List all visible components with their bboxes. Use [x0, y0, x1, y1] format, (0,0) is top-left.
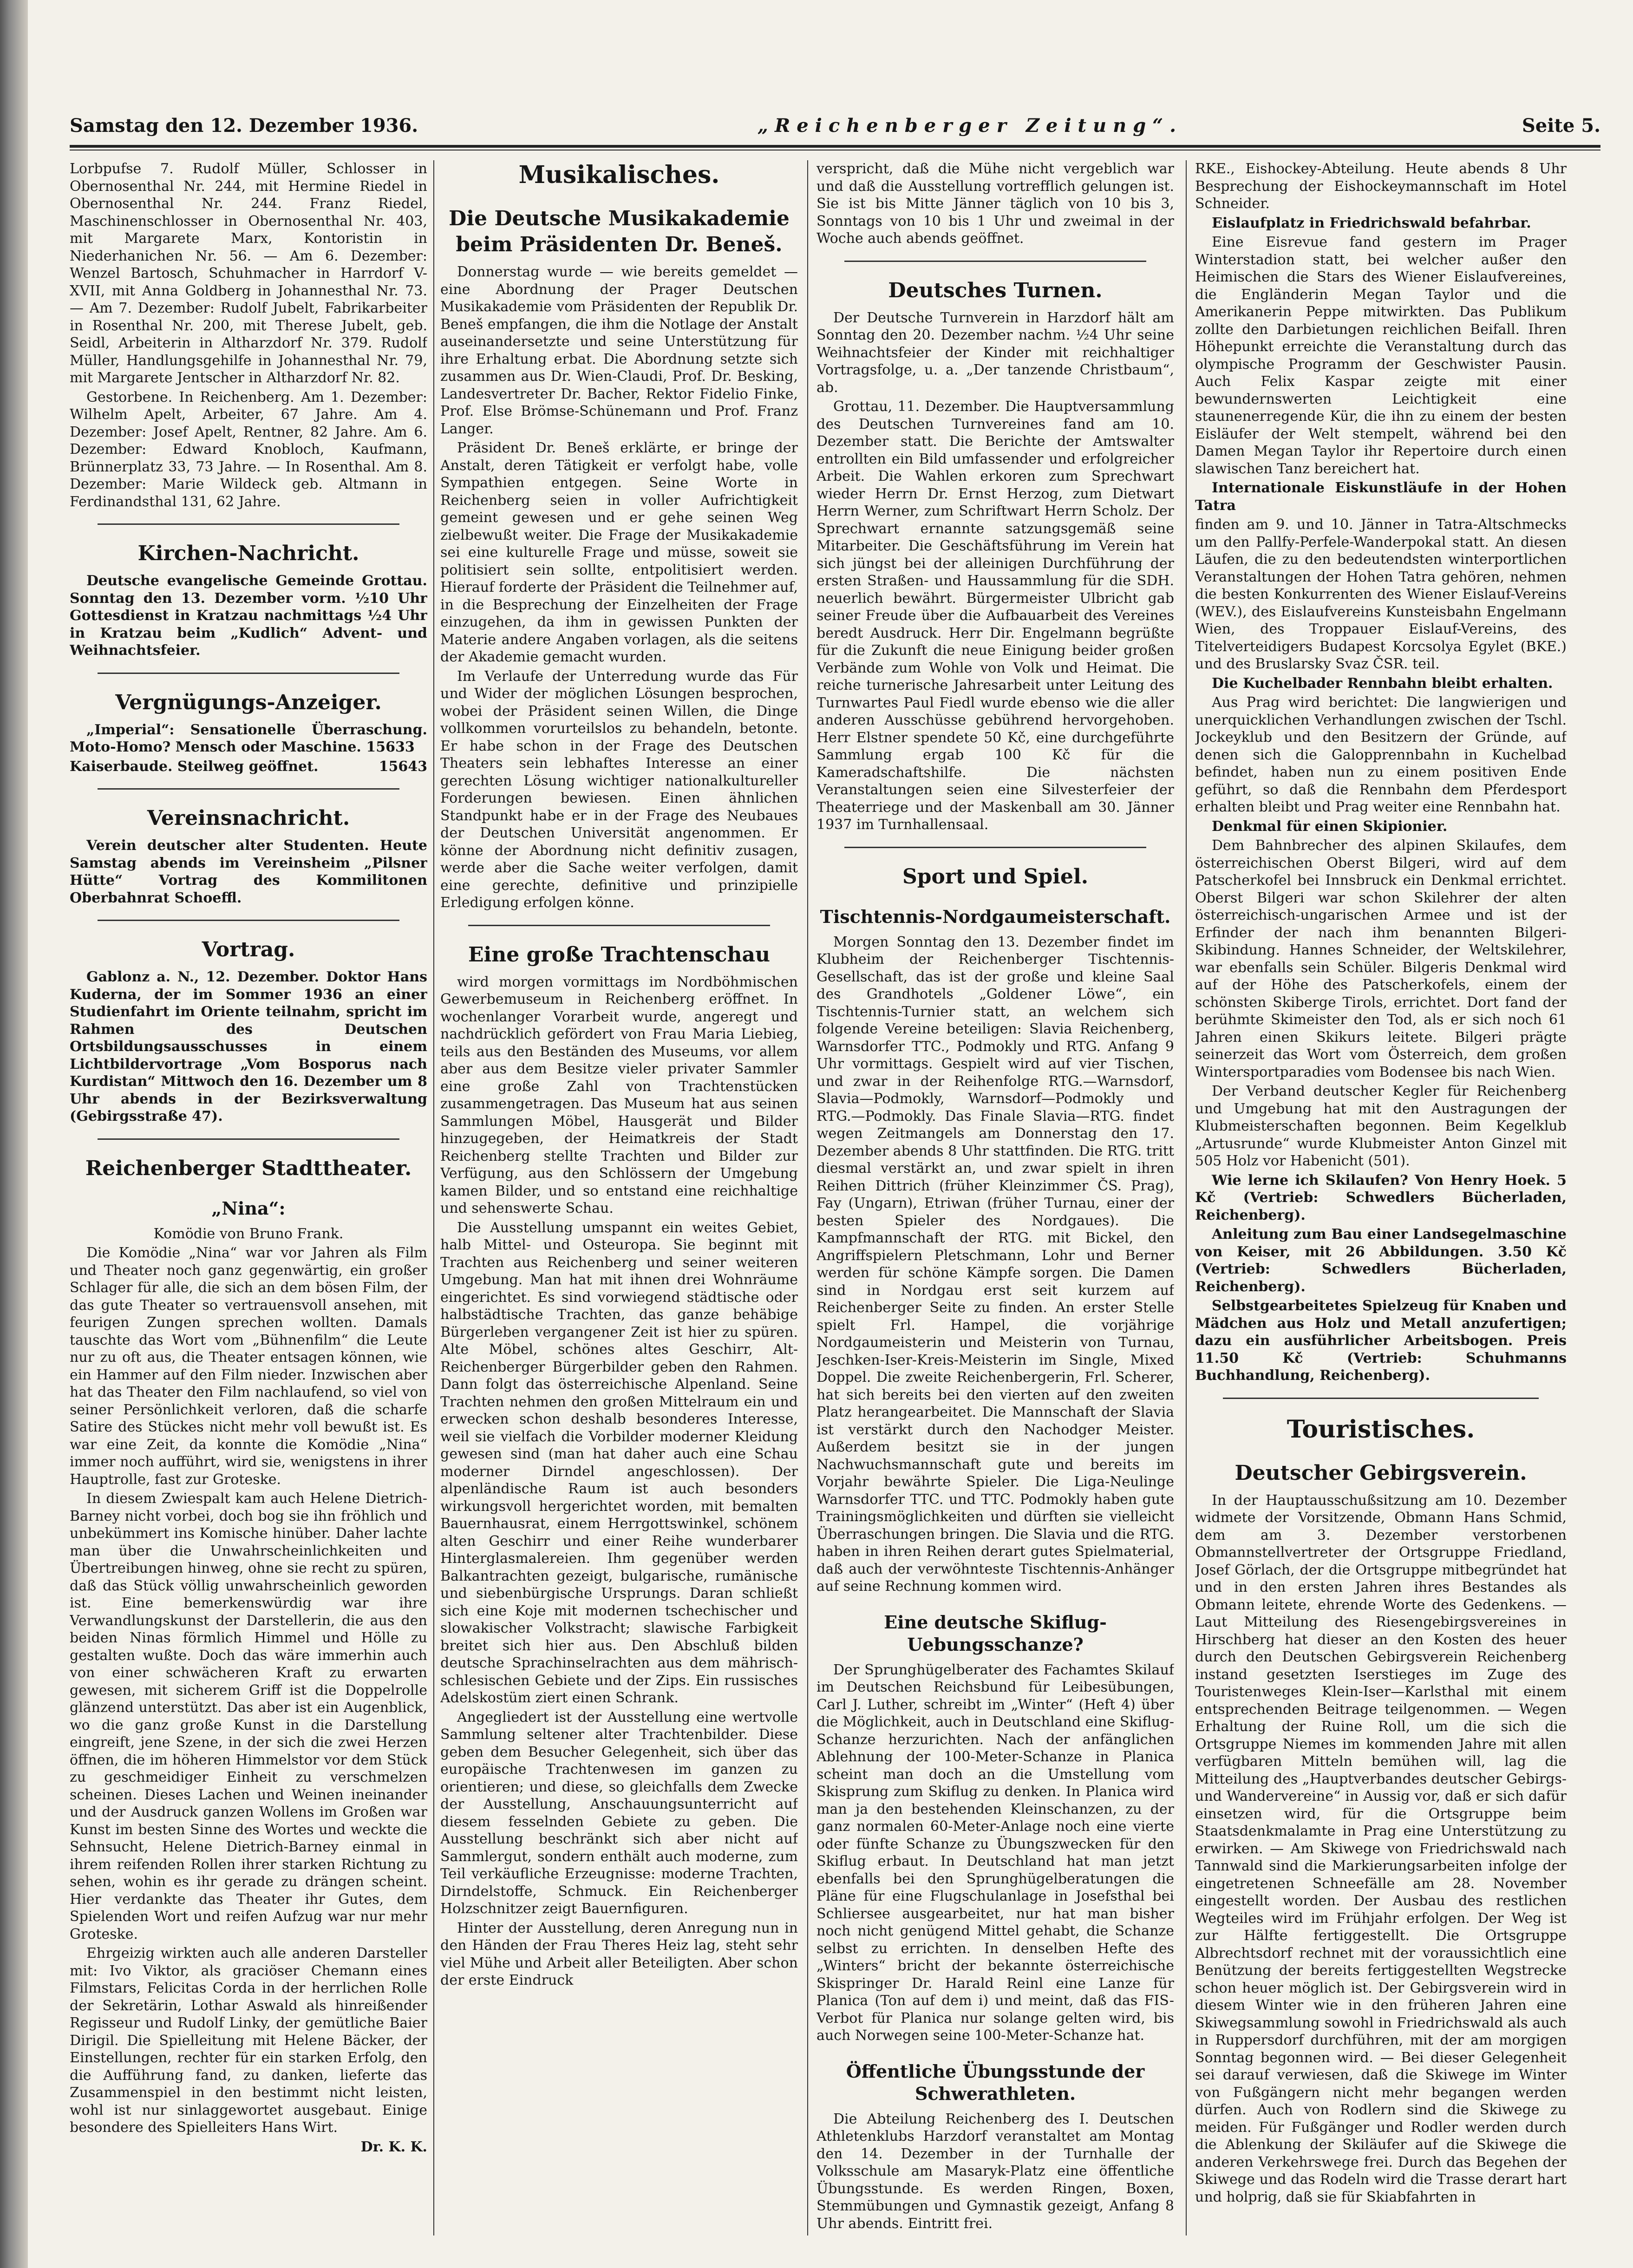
header-rule [70, 145, 1600, 148]
column-separator [433, 160, 434, 2235]
header-newspaper-name: „Reichenberger Zeitung“. [757, 114, 1183, 137]
hockey-notice: RKE., Eishockey-Abteilung. Heute abends 8 Uhr Besprechung der Eishockeymannschaft im Hotel Schneider. [1195, 161, 1567, 212]
theatre-paragraph: Die Komödie „Nina“ war vor Jahren als Film und Theater noch ganz gegenwärtig, ein großer Schlager für alle, die sich an dem bösen Film, der das gute Theater so vertrauensvoll ansehen, mit feurigen Zungen sprechen wollten. Damals tauschte das Wort vom „Bühnenfilm“ die Leute nur zu oft aus, die Theater entsagen können, wie ein Hammer auf den Film nieder. Inzwischen aber hat das Theater den Film nachlaufend, so viel von seiner Persönlichkeit verloren, daß die scharfe Satire des Stückes nicht mehr voll bewußt ist. Es war eine Zeit, da konnte die Komödie „Nina“ immer noch aufführt, wird sie, wenigstens in ihrer Hauptrolle, fast zur Groteske. [70, 1245, 427, 1488]
play-subtitle: Komödie von Bruno Frank. [153, 1225, 344, 1242]
costume-paragraph: wird morgen vormittags im Nordböhmischen Gewerbemuseum in Reichenberg eröffnet. In wochenlanger Vorarbeit wurde, angeregt und nachdrücklich gefördert von Frau Maria Liebieg, teils aus den Beständen des Museums, vor allem aber aus dem Besitze vieler privater Sammler eine große Zahl von Trachtenstücken zusammengetragen. Das Museum hat aus seinen Sammlungen Möbel, Hausgerät und Bilder hinzugegeben, der Heimatkreis der Stadt Reichenberg stellte Trachten und Bilder zur Verfügung, aus den Schlössern der Umgebung kamen Bilder, und so entstand eine reichhaltige und sehenswerte Schau. [440, 974, 798, 1216]
ski-jump-paragraph: Der Sprunghügelberater des Fachamtes Skilauf im Deutschen Reichsbund für Leibesübungen, Carl J. Luther, schreibt im „Winter“ (Heft 4) über die Möglichkeit, auch in Deutschland eine Skiflug-Schanze herzurichten. Nach der anfänglichen Ablehnung der 100-Meter-Schanze in Planica scheint man doch an die Umstellung vom Skisprung zum Skiflug zu denken. In Planica wird man ja den bestehenden Kleinschanzen, zu der ganz normalen 60-Meter-Anlage noch eine vierte oder fünfte Schanze zu Übungszwecken für den Skiflug erbaut. In Deutschland hat man jetzt ebenfalls bei den Sprunghügelberatungen die Pläne für eine Flugschulanlage in Josefsthal bei Schliersee ausgearbeitet, nur hat man bisher noch nicht genügend Mittel gehabt, die Schanze selbst zu errichten. In denselben Hefte des „Winters“ bricht der bekannte österreichische Skispringer Dr. Harald Reinl eine Lanze für Planica (Ton auf dem i) und meint, daß das FIS-Verbot für Planica nur solange gelten wird, bis auch Norwegen seine 100-Meter-Schanze hat. [816, 1661, 1174, 2044]
amusement-number: 15633 [366, 739, 415, 755]
header-date: Samstag den 12. Dezember 1936. [70, 114, 418, 137]
gymnastics-paragraph: Der Deutsche Turnverein in Harzdorf hält am Sonntag den 20. Dezember nachm. ½4 Uhr seine Weihnachtsfeier der Kinder mit reichhaltiger Vortragsfolge, u. a. „Der tanzende Christbaum“, ab. [816, 309, 1174, 396]
section-divider [844, 261, 1146, 262]
ice-revue-paragraph: Eine Eisrevue fand gestern im Prager Winterstadion statt, bei welcher außer den Heimischen die Stars des Wiener Eislaufvereines, die Engländerin Megan Taylor und die Amerikanerin Peppe mitwirkten. Das Publikum zollte den Darbietungen reichlichen Beifall. Ihren Höhepunkt erreichte die Veranstaltung durch das olympische Programm der Geschwister Pausin. Auch Felix Kaspar zeigte mit einer bewundernswerten Leichtigkeit eine staunenerregende Kür, die ihn zu einem der besten Eisläufer der Welt stempelt, während bei den Damen Megan Taylor ihr Repertoire durch einen slawischen Tanz bereichert hat. [1195, 234, 1567, 477]
tatra-heading: Internationale Eiskunstläufe in der Hohen Tatra [1195, 480, 1567, 514]
costume-heading: Eine große Trachtenschau [468, 942, 770, 967]
section-divider [98, 673, 399, 674]
theatre-signature: Dr. K. K. [360, 2138, 427, 2155]
column-2 [440, 160, 798, 2235]
page-binding-edge [0, 0, 28, 2268]
amusement-item [70, 721, 427, 756]
church-heading: Kirchen-Nachricht. [137, 542, 359, 565]
table-tennis-paragraph: Morgen Sonntag den 13. Dezember findet im Klubheim der Reichenberger Tischtennis-Gesellschaft, das ist der große und kleine Saal des Grandhotels „Goldener Löwe“, ein Tischtennis-Turnier statt, an welchem sich folgende Vereine beteiligen: Slavia Reichenberg, Warnsdorfer TTC., Podmokly und RTG. Anfang 9 Uhr vormittags. Gespielt wird auf vier Tischen, und zwar in der Reihenfolge RTG.—Warnsdorf, Slavia—Podmokly, Warnsdorf—Podmokly und RTG.—Podmokly. Das Finale Slavia—RTG. findet wegen Zeitmangels am Donnerstag den 17. Dezember abends 8 Uhr stattfinden. Die RTG. tritt diesmal verstärkt an, und zwar spielt in ihren Reihen Dittrich (früher Kleinzimmer ČS. Prag), Fay (Ungarn), Etriwan (früher Turnau, einer der besten Spieler des Nordgaues). Die Kampfmannschaft der RTG. mit Bickel, den Angriffspielern Pletschmann, Lohr und Berner werden für schöne Kämpfe sorgen. Die Damen sind in Nordgau erst seit kurzem auf Reichenberger Seite zu finden. An erster Stelle spielt Frl. Hampel, die vorjährige Nordgaumeisterin und Meisterin von Turnau, Jeschken-Iser-Kreis-Meisterin im Single, Mixed Doppel. Die zweite Reichenbergerin, Frl. Scherer, hat sich bereits bei den vierten auf den zweiten Platz herangearbeitet. Die Mannschaft der Slavia ist verstärkt durch den Nachodger Meister. Außerdem besitzt sie in der jungen Nachwuchsmannschaft gute und bereits im Vorjahr bewährte Spieler. Die Liga-Neulinge Warnsdorfer TTC. und TTC. Podmokly haben gute Trainingsmöglichkeiten und dürften sie vielleicht Überraschungen bringen. Die Slavia und die RTG. haben in ihren Reihen derart gutes Spielmaterial, daß auch der verwöhnteste Tischtennis-Anhänger auf seine Rechnung kommen wird. [816, 934, 1174, 1595]
theatre-paragraph: Ehrgeizig wirkten auch alle anderen Darsteller mit: Ivo Viktor, als graciöser Chemann eines Filmstars, Felicitas Corda in der herrlichen Rolle der Sekretärin, Lothar Aswald als hinreißender Regisseur und Rudolf Linky, der gemütliche Baier Dirigil. Die Spielleitung mit Helene Bäcker, der Einstellungen, rechter für ein starken Erfolg, den die Aufführung fand, zu danken, lieferte das Zusammenspiel in den bestimmt nicht leisten, wohl ist nur sinlaggewortet ausgebaut. Einige besondere des Spielleiters Hans Wirt. [70, 1945, 427, 2136]
section-divider [98, 1138, 399, 1140]
lecture-heading: Vortrag. [202, 938, 295, 961]
sport-heading: Sport und Spiel. [902, 864, 1089, 889]
column-1 [70, 160, 427, 2235]
club-heading: Vereinsnachricht. [147, 806, 350, 830]
vital-records-deaths: Gestorbene. In Reichenberg. Am 1. Dezember: Wilhelm Apelt, Arbeiter, 67 Jahre. Am 4. Dezember: Josef Apelt, Rentner, 82 Jahre. Am 6. Dezember: Edward Knobloch, Kaufmann, Brünnerplatz 33, 73 Jahre. — In Rosenthal. Am 8. Dezember: Marie Wildeck geb. Altmann in Ferdinandsthal 131, 62 Jahre. [70, 389, 427, 510]
monument-paragraph: Dem Bahnbrecher des alpinen Skilaufes, dem österreichischen Oberst Bilgeri, wird auf dem Patscherkofel bei Innsbruck ein Denkmal errichtet. Oberst Bilgeri war schon Skilehrer der alten österreichisch-ungarischen Armee und ist der Erfinder der nach ihm benannten Bilgeri-Skibindung. Hannes Schneider, der Weltskilehrer, war ebenfalls sein Schüler. Bilgeris Denkmal wird auf der Höhe des Patscherkofels, einem der schönsten Skiberge Tirols, errichtet. Dort fand der berühmte Skimeister den Tod, als er sich noch 61 Jahren einen Skikurs leitete. Bilgeri prägte seinerzeit das Wort vom Österreich, dem großen Wintersportparadies vom Bodensee bis nach Wien. [1195, 837, 1567, 1080]
section-divider [844, 847, 1146, 848]
section-divider [98, 920, 399, 921]
costume-paragraph: Angegliedert ist der Ausstellung eine wertvolle Sammlung seltener alter Trachtenbilder. Diese geben dem Besucher Gelegenheit, sich über das europäische Trachtenwesen im ganzen zu orientieren; und diese, so gleichfalls dem Zwecke der Ausstellung, Anschauungsunterricht auf diesem fesselnden Gebiete zu geben. Die Ausstellung beschränkt sich aber nicht auf Sammlergut, sondern enthält auch moderne, zum Teil verkäufliche Erzeugnisse: moderne Trachten, Dirndelstoffe, Schmuck. Ein Reichenberger Holzschnitzer zeigt Bauernfiguren. [440, 1709, 798, 1917]
amusement-text: „Imperial“: Sensationelle Überraschung. Moto-Homo? Mensch oder Maschine. [70, 721, 427, 755]
theatre-heading: Reichenberger Stadttheater. [85, 1156, 412, 1180]
music-paragraph: Im Verlaufe der Unterredung wurde das Für und Wider der möglichen Lösungen besprochen, wobei der Präsident seinen Willen, die Dinge vollkommen vorurteilslos zu behandeln, betonte. Er habe schon in der Frage des Deutschen Theaters sein lebhaftes Interesse an einer gerechten Lösung wichtiger nationalkultureller Forderungen bewiesen. Einen ähnlichen Standpunkt habe er in der Frage des Neubaues der Deutschen Universität angenommen. Er könne der Abordnung nicht definitiv zusagen, werde aber die Sache weiter verfolgen, damit eine gerechte, definitive und prinzipielle Erledigung erfolgen könne. [440, 668, 798, 911]
tatra-paragraph: finden am 9. und 10. Jänner in Tatra-Altschmecks um den Pallfy-Perfele-Wanderpokal statt. An diesen Läufen, die zu den bedeutendsten winterportlichen Veranstaltungen der Hohen Tatra gehören, nehmen die besten Konkurrenten des Wiener Eislauf-Vereins (WEV.), des Eislaufvereins Kunsteisbahn Engelmann Wien, des Troppauer Eislauf-Vereins, des Titelverteidigers Budapest Korcsolya Egylet (BKE.) und des Bruslarsky Svaz ČSR. teil. [1195, 516, 1567, 672]
music-paragraph: Donnerstag wurde — wie bereits gemeldet — eine Abordnung der Prager Deutschen Musikakademie vom Präsidenten der Republik Dr. Beneš empfangen, die ihm die Notlage der Anstalt auseinandersetzte und seine Unterstützung für ihre Erhaltung erbat. Die Abordnung setzte sich zusammen aus Dr. Wien-Claudi, Prof. Dr. Besking, Landesvertreter Dr. Bacher, Rektor Fidelio Finke, Prof. Else Brömse-Schünemann und Prof. Franz Langer. [440, 264, 798, 437]
column-3 [816, 160, 1174, 2235]
book-notice: Anleitung zum Bau einer Landsegelmaschine von Keiser, mit 26 Abbildungen. 3.50 Kč (Vertrieb: Schwedlers Bücherladen, Reichenberg). [1195, 1226, 1567, 1295]
costume-paragraph: Hinter der Ausstellung, deren Anregung nun in den Händen der Frau Theres Heiz lag, steht sehr viel Mühe und Arbeit aller Beteiligten. Aber schon der erste Eindruck [440, 1920, 798, 1988]
racecourse-paragraph: Aus Prag wird berichtet: Die langwierigen und unerquicklichen Verhandlungen zwischen der Tschl. Jockeyklub und den Besitzern der Gründe, auf denen sich die Galopprennbahn in Kuchelbad befindet, haben nun zu einem positiven Ende geführt, so daß die Rennbahn dem Pferdesport erhalten bleibt und Prag weiter eine Rennbahn hat. [1195, 694, 1567, 815]
theatre-paragraph: In diesem Zwiespalt kam auch Helene Dietrich-Barney nicht vorbei, doch bog sie ihn fröhlich und unbekümmert ins Komische hinüber. Daher lachte man über die Unwahrscheinlichkeiten und Übertreibungen hinweg, ohne sie recht zu spüren, daß das Stück völlig unwahrscheinlich geworden ist. Eine bemerkenswürdig war ihre Verwandlungskunst der Darstellerin, die aus den beiden Ninas förmlich Himmel und Hölle zu gestalten wußte. Doch das wäre immerhin auch von einer schwächeren Kraft zu erwarten gewesen, mit sicherem Griff ist die Doppelrolle glänzend unterstützt. Das aber ist ein Augenblick, wo die ganz große Kunst in die Darstellung eingreift, jene Szene, in der sich die zwei Herzen öffnen, die im höheren Himmelstor vor dem Stück zu geschmeidiger Einheit zu verschmelzen scheinen. Dieses Lachen und Weinen ineinander und der Ausdruck ganzen Wollens im Großen war Kunst im besten Sinne des Wortes und weckte die Sehnsucht, Helene Dietrich-Barney einmal in ihrem reifenden Rollen ihrer starken Richtung zu sehen, wohin es ihr gerade zu drängen scheint. Hier verdankte das Theater ihr Gutes, dem Spielenden Wort und reifen Aufzug war nur mehr Groteske. [70, 1490, 427, 1942]
music-paragraph: Präsident Dr. Beneš erklärte, er bringe der Anstalt, deren Tätigkeit er verfolgt habe, volle Sympathien entgegen. Seine Worte in Reichenberg seien in voller Aufrichtigkeit gemeint gewesen und er gehe seinen Weg zielbewußt weiter. Die Frage der Musikakademie sei eine kulturelle Frage und müsse, soweit sie politisiert sein sollte, entpolitisiert werden. Hierauf forderte der Präsident die Teilnehmer auf, in die Besprechung der Einzelheiten der Frage einzugehen, da ihm in gewissen Punkten der Materie andere Angaben vorlagen, als die seitens der Akademie gemacht wurden. [440, 440, 798, 665]
tourism-heading: Touristisches. [1287, 1415, 1475, 1444]
gymnastics-heading: Deutsches Turnen. [888, 278, 1103, 302]
athletics-paragraph: Die Abteilung Reichenberg des I. Deutschen Athletenklubs Harzdorf veranstaltet am Montag den 14. Dezember in der Turnhalle der Volksschule am Masaryk-Platz eine öffentliche Übungsstunde. Es werden Ringen, Boxen, Stemmübungen und Gymnastik gezeigt, Anfang 8 Uhr abends. Eintritt frei. [816, 2111, 1174, 2232]
vital-records-marriages: Lorbpufse 7. Rudolf Müller, Schlosser in Obernosenthal Nr. 244, mit Hermine Riedel in Obernosenthal Nr. 244. Franz Riedel, Maschinenschlosser in Obernosenthal Nr. 403, mit Margarete Marx, Kontoristin in Niederhanichen Nr. 56. — Am 6. Dezember: Wenzel Bartosch, Schuhmacher in Harrdorf V-XVII, mit Anna Goldberg in Johannesthal Nr. 73. — Am 7. Dezember: Rudolf Jubelt, Fabrikarbeiter in Rosenthal Nr. 200, mit Therese Jubelt, geb. Seidl, Arbeiterin in Altharzdorf Nr. 379. Rudolf Müller, Handlungsgehilfe in Johannesthal Nr. 79, mit Margarete Jentscher in Altharzdorf Nr. 82. [70, 161, 427, 386]
ski-jump-heading: Eine deutsche Skiflug-Uebungsschanze? [884, 1611, 1107, 1655]
music-subheading: Die Deutsche Musikakademie beim Präsidenten Dr. Beneš. [449, 207, 790, 256]
lecture-text: Gablonz a. N., 12. Dezember. Doktor Hans Kuderna, der im Sommer 1936 an einer Studienfahrt im Oriente teilnahm, spricht im Rahmen des Deutschen Ortsbildungsausschusses in einem Lichtbildervortrage „Vom Bosporus nach Kurdistan“ Mittwoch den 16. Dezember um 8 Uhr abends in der Bezirksverwaltung (Gebirgsstraße 47). [70, 969, 427, 1124]
racecourse-heading: Die Kuchelbader Rennbahn bleibt erhalten. [1212, 675, 1553, 692]
book-notice: Selbstgearbeitetes Spielzeug für Knaben und Mädchen aus Holz und Metall anzufertigen; dazu ein ausführlicher Arbeitsbogen. Preis 11.50 Kč (Vertrieb: Schuhmanns Buchhandlung, Reichenberg). [1195, 1298, 1567, 1384]
tourism-subheading: Deutscher Gebirgsverein. [1235, 1461, 1527, 1485]
costume-paragraph: Die Ausstellung umspannt ein weites Gebiet, halb Mittel- und Osteuropa. Sie beginnt mit Trachten aus Reichenberg und seiner weiteren Umgebung. Man hat mit ihnen drei Wohnräume eingerichtet. Es sind vorwiegend städtische oder halbstädtische Trachten, das ganze behäbige Bürgerleben vergangener Zeit ist hier zu spüren. Alte Möbel, schönes altes Geschirr, Alt-Reichenberger Bürgerbilder geben den Rahmen. Dann folgt das österreichische Alpenland. Seine Trachten nehmen den großen Mittelraum ein und erwecken schon deshalb besonderes Interesse, weil sie vielfach die Vorbilder moderner Kleidung gewesen sind (man hat daher auch eine Schau moderner Dirndel angeschlossen). Der alpenländische Raum ist auch besonders wirkungsvoll hergerichtet worden, mit bemalten Bauernhausrat, einem Herrgottswinkel, schönem alten Geschirr und einer Reihe wunderbarer Hinterglasmalereien. Ihm gegenüber werden Balkantrachten gezeigt, bulgarische, rumänische und siebenbürgische Ursprungs. Daran schließt sich eine Koje mit modernen tschechischer und slowakischer Volkstracht; slawische Farbigkeit breitet sich hier aus. Den Abschluß bilden deutsche Sprachinselrachten aus dem mährisch-schlesischen Gebiete und der Zips. Ein russisches Adelskostüm ziert einen Schrank. [440, 1219, 798, 1706]
amusement-heading: Vergnügungs-Anzeiger. [115, 690, 382, 714]
section-divider [468, 925, 770, 926]
book-notice: Wie lerne ich Skilaufen? Von Henry Hoek. 5 Kč (Vertrieb: Schwedlers Bücherladen, Reichenberg). [1195, 1172, 1567, 1223]
club-text: Verein deutscher alter Studenten. Heute Samstag abends im Vereinsheim „Pilsner Hütte“ Vortrag des Kommilitonen Oberbahnrat Schoeffl. [70, 837, 427, 906]
column-4 [1195, 160, 1567, 2235]
table-tennis-heading: Tischtennis-Nordgaumeisterschaft. [820, 906, 1171, 927]
header-page-number: Seite 5. [1522, 114, 1600, 137]
column-separator [807, 160, 808, 2235]
church-text: Deutsche evangelische Gemeinde Grottau. Sonntag den 13. Dezember vorm. ½10 Uhr Gottesdienst in Kratzau nachmittags ½4 Uhr in Kratzau beim „Kudlich“ Advent- und Weihnachtsfeier. [70, 573, 427, 659]
bowling-paragraph: Der Verband deutscher Kegler für Reichenberg und Umgebung hat mit den Austragungen der Klubmeisterschaften begonnen. Beim Kegelklub „Artusrunde“ wurde Klubmeister Anton Ginzel mit 505 Holz vor Habenicht (501). [1195, 1083, 1567, 1169]
column-separator [1186, 160, 1187, 2235]
ice-rink-notice: Eislaufplatz in Friedrichswald befahrbar. [1212, 215, 1531, 231]
section-divider [1223, 1398, 1539, 1399]
section-divider [98, 523, 399, 525]
music-heading: Musikalisches. [518, 161, 720, 189]
amusement-number: 15643 [379, 758, 427, 775]
amusement-text: Kaiserbaude. Steilweg geöffnet. [70, 758, 319, 775]
amusement-item [70, 758, 427, 776]
play-title: „Nina“: [211, 1197, 286, 1219]
monument-heading: Denkmal für einen Skipionier. [1212, 818, 1448, 835]
section-divider [98, 788, 399, 790]
athletics-heading: Öffentliche Übungsstunde der Schwerathleten. [846, 2060, 1145, 2104]
page-header [70, 109, 1600, 142]
gymnastics-paragraph: Grottau, 11. Dezember. Die Hauptversammlung des Deutschen Turnvereines fand am 10. Dezember statt. Die Berichte der Amtswalter entrollten ein Bild umfassender und erfolgreicher Arbeit. Die Wahlen erkoren zum Sprechwart wieder Herrn Dr. Ernst Herzog, zum Dietwart Herrn Werner, zum Schriftwart Herrn Scholz. Der Sprechwart ernannte satzungsgemäß seine Mitarbeiter. Die Geschäftsführung im Verein hat sich jüngst bei der alleinigen Durchführung der ersten Straßen- und Haussammlung für die SDH. neuerlich bewährt. Bürgermeister Ulbricht gab seiner Freude über die Aufbauarbeit des Vereines beredt Ausdruck. Herr Dir. Engelmann begrüßte für die Zukunft die neue Einigung beider großen Verbände zum Wohle von Volk und Heimat. Die reiche turnerische Jahresarbeit unter Leitung des Turnwartes Paul Fiedl wurde ebenso wie die aller anderen Ausschüsse gebührend hervorgehoben. Herr Elstner spendete 50 Kč, eine durchgeführte Sammlung ergab 100 Kč für die Kameradschaftshilfe. Die nächsten Veranstaltungen seien eine Silvesterfeier der Theaterriege und der Maskenball am 30. Jänner 1937 im Turnhallensaal. [816, 399, 1174, 833]
costume-continuation: verspricht, daß die Mühe nicht vergeblich war und daß die Ausstellung vortrefflich gelungen ist. Sie ist bis Mitte Jänner täglich von 10 bis 3, Sonntags von 10 bis 1 Uhr und zweimal in der Woche auch abends geöffnet. [816, 161, 1174, 247]
tourism-paragraph: In der Hauptausschußsitzung am 10. Dezember widmete der Vorsitzende, Obmann Hans Schmid, dem am 3. Dezember verstorbenen Obmannstellvertreter der Ortsgruppe Friedland, Josef Görlach, der die Ortsgruppe mitbegründet hat und in den ersten Jahren ihres Bestandes als Obmann leitete, ehrende Worte des Gedenkens. — Laut Mitteilung des Riesengebirgsvereines in Hirschberg hat dieser an den Kosten des heuer durch den Deutschen Gebirgsverein Reichenberg instand gesetzten Iserstieges im Zuge des Touristenweges Klein-Iser—Karlsthal mit einem entsprechenden Beitrage teilgenommen. — Wegen Erhaltung der Ruine Roll, um die sich die Ortsgruppe Niemes im kommenden Jahre mit allen verfügbaren Mitteln bemühen will, lag die Mitteilung des „Hauptverbandes deutscher Gebirgs- und Wandervereine“ in Aussig vor, daß er sich dafür einsetzen wird, für die Ortsgruppe beim Staatsdenkmalamte in Prag eine Unterstützung zu erwirken. — Am Skiwege von Friedrichswald nach Tannwald sind die Markierungsarbeiten infolge der eingetretenen Schneefälle am 28. November eingestellt worden. Der Ausbau des restlichen Wegteiles wird im Frühjahr erfolgen. Der Weg ist zur Hälfte fertiggestellt. Die Ortsgruppe Albrechtsdorf rechnet mit der voraussichtlich eine Benützung der bereits fertiggestellten Wegstrecke schon heuer möglich ist. Der Gebirgsverein wird in diesem Winter wie in den früheren Jahren eine Skiwegsammlung sowohl in Friedrichswald als auch in Ruppersdorf durchführen, mit der am morgigen Sonntag begonnen wird. — Bei dieser Gelegenheit sei darauf verwiesen, daß die Skiwege im Winter von Fußgängern nicht mehr begangen werden dürfen. Auch von Rodlern sind die Skiwege zu meiden. Für Fußgänger und Rodler werden durch die Ablenkung der Skiläufer auf die Skiwege die anderen Verkehrswege frei. Durch das Begehen der Skiwege und das Rodeln wird die Trasse derart hart und holprig, daß sie für Skiabfahrten in [1195, 1492, 1567, 2205]
